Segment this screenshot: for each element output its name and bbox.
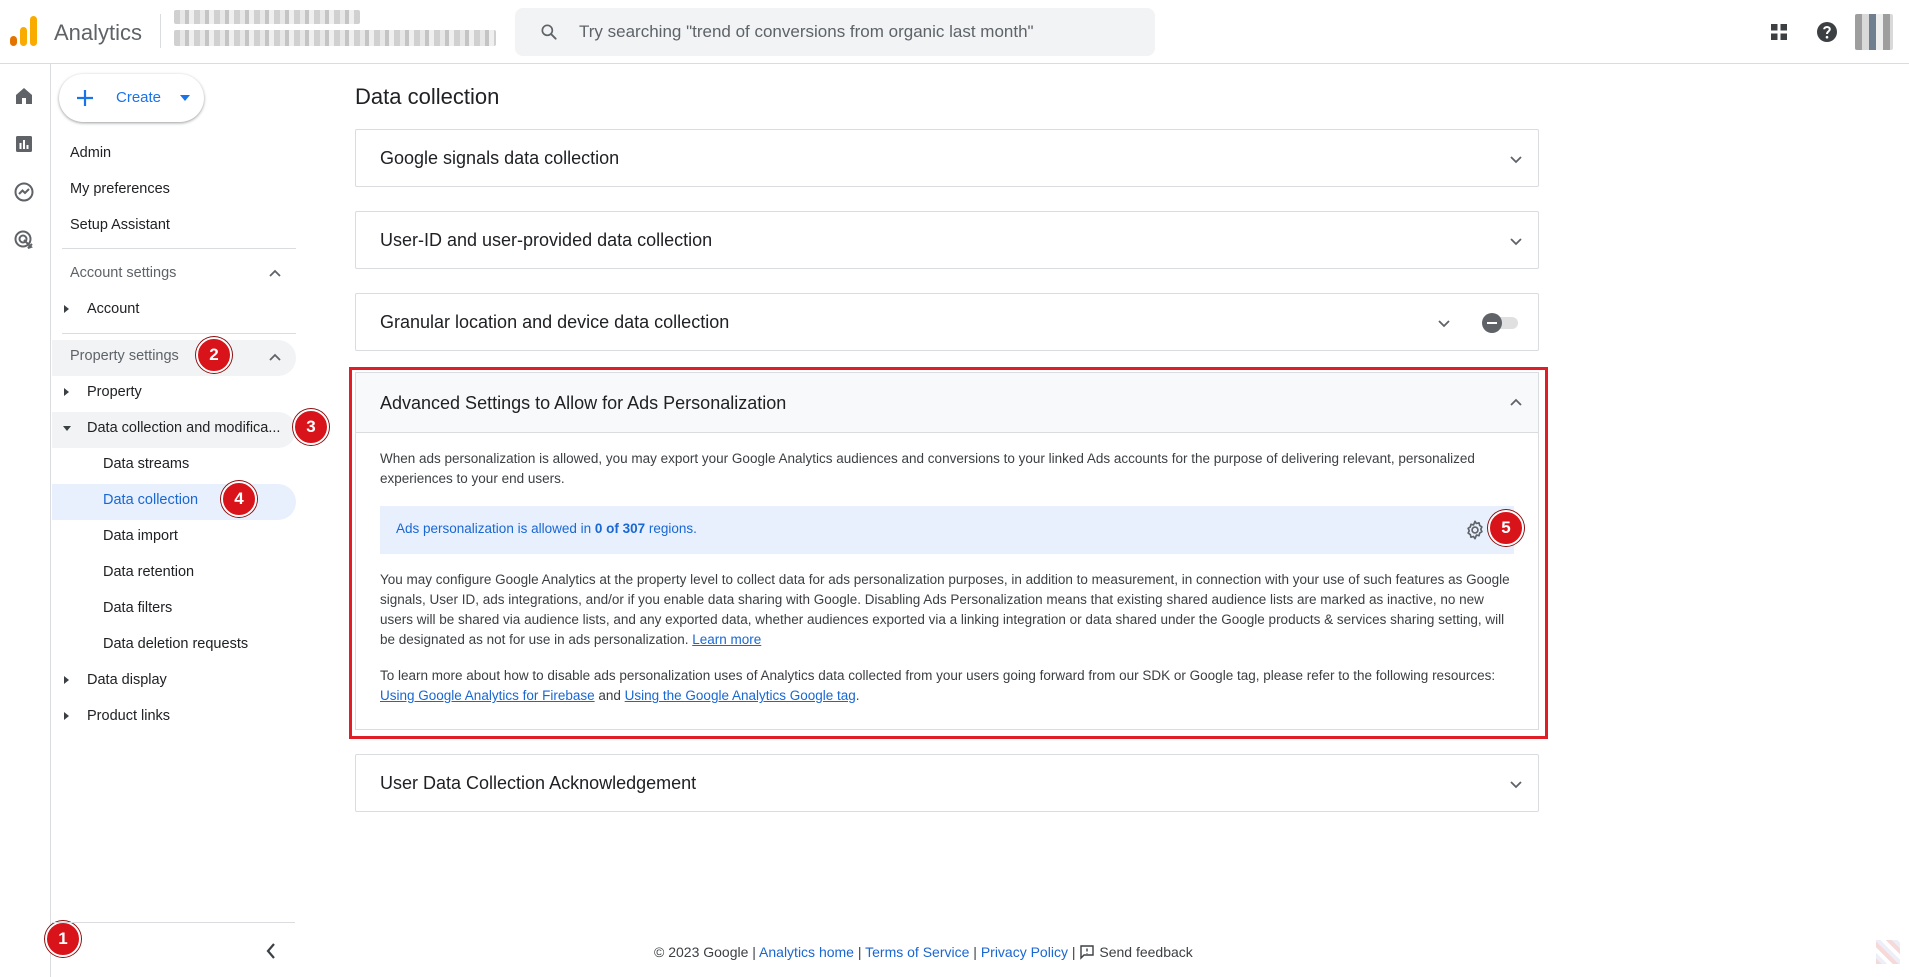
search-icon [539, 22, 559, 42]
card-advanced-settings [355, 372, 1539, 730]
apps-grid-icon[interactable] [1767, 20, 1791, 44]
nav-data-collection-modification[interactable]: Data collection and modifica... [87, 420, 281, 436]
toggle-thumb [1482, 313, 1502, 333]
annotation-badge-5: 5 [1488, 510, 1524, 546]
account-name-redacted[interactable] [174, 10, 360, 24]
section-account-settings[interactable]: Account settings [70, 265, 177, 281]
nav-data-import[interactable]: Data import [103, 528, 178, 544]
card-granular-location[interactable] [355, 293, 1539, 351]
expand-triangle-icon[interactable] [64, 712, 69, 720]
collapse-triangle-icon[interactable] [63, 426, 71, 431]
expand-triangle-icon[interactable] [64, 388, 69, 396]
nav-setup-assistant[interactable]: Setup Assistant [70, 217, 170, 233]
expand-triangle-icon[interactable] [64, 676, 69, 684]
reports-icon[interactable] [12, 132, 36, 156]
app-title[interactable]: Analytics [54, 20, 143, 45]
nav-data-retention[interactable]: Data retention [103, 564, 195, 580]
divider [160, 14, 161, 48]
avatar[interactable] [1855, 14, 1893, 50]
privacy-link[interactable]: Privacy Policy [980, 944, 1068, 960]
analytics-home-link[interactable]: Analytics home [759, 944, 854, 960]
granular-location-toggle[interactable] [1482, 313, 1520, 333]
card-title: Google signals data collection [380, 148, 620, 168]
copyright: © 2023 Google | [654, 944, 760, 960]
nav-account[interactable]: Account [87, 301, 140, 317]
send-feedback-button[interactable]: Send feedback [1079, 944, 1192, 960]
nav-my-preferences[interactable]: My preferences [70, 181, 170, 197]
page-title: Data collection [355, 84, 500, 109]
divider [62, 248, 296, 249]
firebase-link[interactable]: Using Google Analytics for Firebase [380, 688, 595, 703]
divider [52, 922, 295, 923]
learn-more-link[interactable]: Learn more [692, 632, 762, 647]
nav-data-collection[interactable]: Data collection [103, 492, 199, 508]
chevron-down-icon[interactable] [1509, 237, 1523, 247]
details-paragraph: You may configure Google Analytics at the property level to collect data for ads personalization purposes, in addition to measurement, in connection with your use of such features as Google signals, User ID, ads integrations, and/or if you enable data sharing with Google. Disabling Ads Personalization means that existing shared audience lists are marked as inactive, no new users will be shared via audience lists, and any exported data, whether audiences exported via a linking integration or data shared under the Google products & services sharing setting, will be designated as not for use in ads personalization. Learn more [380, 572, 1510, 647]
expand-triangle-icon[interactable] [64, 305, 69, 313]
property-name-redacted[interactable] [174, 30, 496, 46]
annotation-badge-1: 1 [45, 921, 81, 957]
plus-icon [75, 88, 95, 108]
top-bar [0, 0, 1909, 64]
regions-count: 0 of 307 [594, 521, 646, 536]
card-title: Advanced Settings to Allow for Ads Personalization [380, 393, 787, 413]
nav-admin[interactable]: Admin [70, 145, 112, 161]
section-property-settings[interactable]: Property settings [70, 348, 179, 364]
home-icon[interactable] [12, 84, 36, 108]
nav-data-display[interactable]: Data display [87, 672, 167, 688]
nav-product-links[interactable]: Product links [87, 708, 171, 724]
chevron-down-icon[interactable] [1437, 319, 1451, 329]
nav-property[interactable]: Property [87, 384, 142, 400]
search-input[interactable]: Try searching "trend of conversions from organic last month" [579, 22, 1034, 41]
help-icon[interactable] [1815, 20, 1839, 44]
annotation-badge-4: 4 [221, 481, 257, 517]
ads-personalization-banner [380, 506, 1514, 554]
analytics-logo-icon[interactable] [10, 16, 38, 46]
card-title: User-ID and user-provided data collection [380, 230, 713, 250]
settings-gear-icon[interactable] [1464, 519, 1486, 541]
annotation-badge-3: 3 [293, 409, 329, 445]
explore-icon[interactable] [12, 180, 36, 204]
banner-text: Ads personalization is allowed in 0 of 307 regions. [396, 521, 697, 536]
chevron-up-icon[interactable] [268, 352, 282, 362]
card-google-signals[interactable] [355, 129, 1539, 187]
caret-down-icon [180, 95, 190, 101]
admin-nav-panel [52, 64, 300, 977]
nav-data-deletion-requests[interactable]: Data deletion requests [103, 636, 249, 652]
search-bar[interactable] [515, 8, 1155, 56]
nav-data-streams[interactable]: Data streams [103, 456, 190, 472]
create-button-label: Create [116, 89, 162, 106]
card-title: Granular location and device data collection [380, 312, 730, 332]
intro-text: When ads personalization is allowed, you may export your Google Analytics audiences and conversions to your linked Ads accounts for the purpose of delivering relevant, personalized experiences to your end users. [380, 451, 1475, 486]
nav-data-filters[interactable]: Data filters [103, 600, 173, 616]
google-tag-link[interactable]: Using the Google Analytics Google tag [624, 688, 856, 703]
chevron-down-icon[interactable] [1509, 155, 1523, 165]
feedback-icon [1079, 944, 1095, 960]
card-header[interactable] [356, 373, 1538, 433]
annotation-badge-2: 2 [196, 337, 232, 373]
redacted-corner-image [1876, 940, 1900, 964]
advertising-icon[interactable] [12, 228, 36, 252]
card-user-data-acknowledgement[interactable] [355, 754, 1539, 812]
terms-link[interactable]: Terms of Service [865, 944, 970, 960]
collapse-nav-chevron-icon[interactable] [264, 941, 278, 961]
card-title: User Data Collection Acknowledgement [380, 773, 697, 793]
left-rail [0, 64, 51, 977]
divider [62, 333, 296, 334]
chevron-up-icon[interactable] [1509, 397, 1523, 407]
footer: © 2023 Google | Analytics home | Terms of Service | Privacy Policy | Send feedback [654, 944, 1193, 960]
resources-paragraph: To learn more about how to disable ads personalization uses of Analytics data collected from your users going forward from our SDK or Google tag, please refer to the following resources: Using Google Analytics for Firebase and Using the Google Analytics Google tag. [380, 668, 1496, 703]
chevron-down-icon[interactable] [1509, 780, 1523, 790]
card-user-id[interactable] [355, 211, 1539, 269]
create-button[interactable] [59, 74, 204, 122]
chevron-up-icon[interactable] [268, 268, 282, 278]
